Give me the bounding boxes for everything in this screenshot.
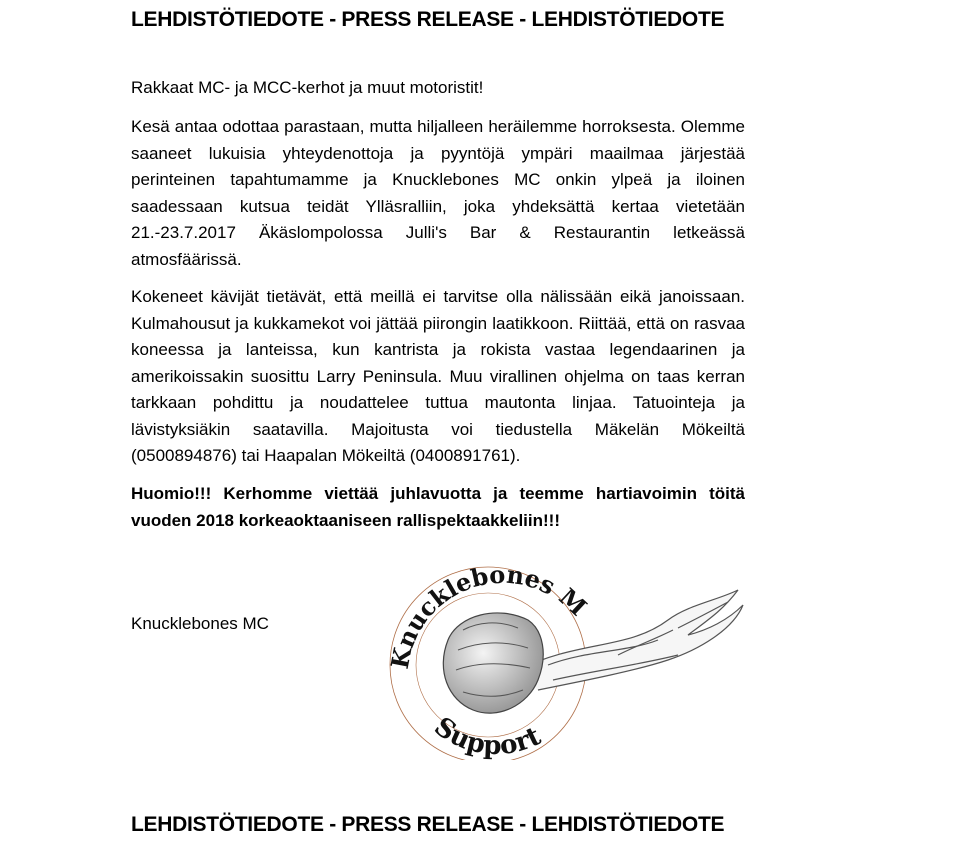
club-logo [378,560,768,760]
greeting: Rakkaat MC- ja MCC-kerhot ja muut motoristit! [131,78,484,97]
paragraph-details: Kokeneet kävijät tietävät, että meillä ei tarvitse olla nälissään eikä janoissaan. Kulmahousut ja kukkamekot voi jättää piirongin laatikkoon. Riittää, että on rasvaa koneessa ja lanteissa, kun kantrista ja rokista vastaa legendaarinen ja amerikoissakin suosittu Larry Peninsula. Muu virallinen ohjelma on taas kerran tarkkaan pohdittu ja noudattelee tuttua mautonta linjaa. Tatuointeja ja lävistyksiäkin saatavilla. Majoitusta voi tiedustella Mäkelän Mökeiltä (0500894876) tai Haapalan Mökeiltä (0400891761). [131,287,745,465]
logo-top-text: Knucklebones M [384,560,593,672]
signature: Knucklebones MC [131,614,269,633]
heading-bottom: LEHDISTÖTIEDOTE - PRESS RELEASE - LEHDISTÖTIEDOTE [131,813,725,836]
heading-top: LEHDISTÖTIEDOTE - PRESS RELEASE - LEHDISTÖTIEDOTE [131,8,725,31]
paragraph-intro: Kesä antaa odottaa parastaan, mutta hiljalleen heräilemme horroksesta. Olemme saaneet lukuisia yhteydenottoja ja pyyntöjä ympäri maailmaa järjestää perinteinen tapahtumamme ja Knucklebones MC onkin ylpeä ja iloinen saadessaan kutsua teidät Ylläsralliin, joka yhdeksättä kertaa vietetään 21.-23.7.2017 Äkäslompolossa Julli's Bar & Restaurantin letkeässä atmosfäärissä. [131,117,745,269]
logo-graphic [378,560,768,760]
logo-bottom-text: Support [428,711,546,760]
paragraph-notice: Huomio!!! Kerhomme viettää juhlavuotta ja teemme hartiavoimin töitä vuoden 2018 korkeaoktaaniseen rallispektaakkeliin!!! [131,484,745,530]
fist-icon [443,613,543,713]
flame-icon [518,590,743,690]
